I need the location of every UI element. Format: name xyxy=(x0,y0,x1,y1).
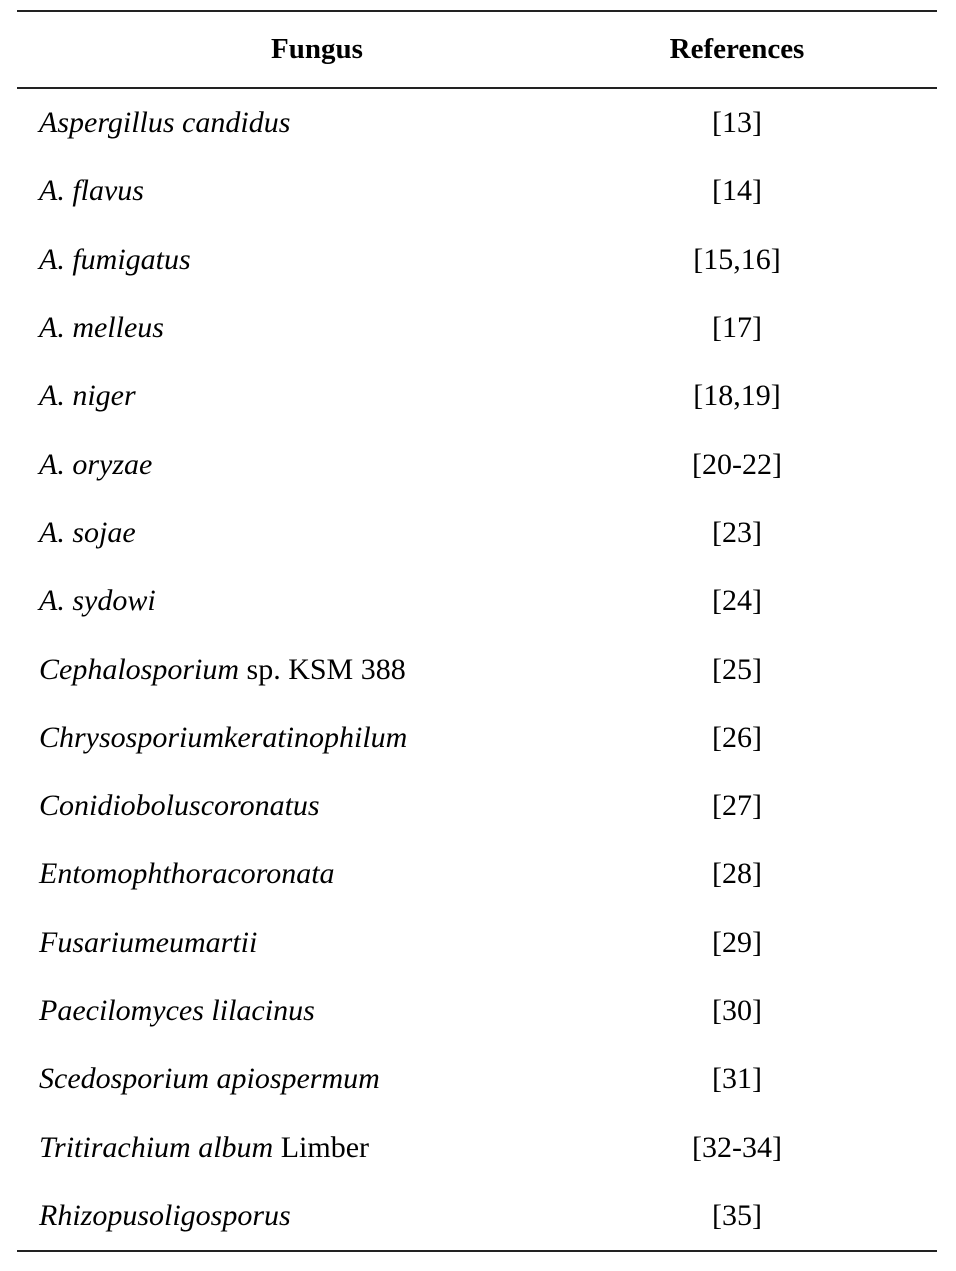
fungus-name-italic: A. melleus xyxy=(39,311,164,345)
fungus-name-cell xyxy=(17,311,617,345)
table-row xyxy=(17,226,937,294)
reference-cell: [31] xyxy=(712,1062,762,1096)
fungus-name-suffix: sp. KSM 388 xyxy=(239,652,406,686)
fungus-name-italic: A. flavus xyxy=(39,174,144,208)
table-header xyxy=(17,12,937,87)
table-row xyxy=(17,294,937,362)
header-references: References xyxy=(669,33,805,65)
fungus-name-cell xyxy=(17,174,617,208)
reference-cell: [13] xyxy=(712,106,762,140)
fungus-name-cell xyxy=(17,448,617,482)
fungus-name-italic: Fusariumeumartii xyxy=(39,925,258,959)
table-row xyxy=(17,704,937,772)
fungus-name-cell xyxy=(17,584,617,618)
table-row xyxy=(17,840,937,908)
table-row xyxy=(17,499,937,567)
fungus-name-italic: Paecilomyces lilacinus xyxy=(39,994,315,1027)
fungus-name-italic: Rhizopusoligosporus xyxy=(39,1198,291,1232)
reference-cell: [30] xyxy=(712,994,762,1027)
reference-cell: [28] xyxy=(712,857,762,891)
reference-cell: [14] xyxy=(712,174,762,208)
fungus-name-italic: Scedosporium apiospermum xyxy=(39,1062,380,1096)
reference-cell: [18,19] xyxy=(693,379,781,413)
reference-cell: [17] xyxy=(712,311,762,345)
table-row xyxy=(17,1113,937,1181)
fungus-name-cell xyxy=(17,379,617,413)
fungus-name-cell xyxy=(17,1062,617,1096)
table-body xyxy=(17,89,937,1250)
table-row xyxy=(17,430,937,498)
header-fungus: Fungus xyxy=(271,33,363,65)
reference-cell: [20-22] xyxy=(692,447,782,481)
fungus-name-italic: A. niger xyxy=(39,379,136,413)
table-row xyxy=(17,977,937,1045)
fungus-name-cell xyxy=(17,994,617,1028)
fungus-name-cell xyxy=(17,721,617,755)
fungus-name-cell xyxy=(17,857,617,891)
fungus-name-italic: Tritirachium album xyxy=(39,1130,274,1164)
fungus-name-italic: Conidioboluscoronatus xyxy=(39,789,320,823)
fungus-name-cell xyxy=(17,789,617,823)
table-row xyxy=(17,1182,937,1250)
reference-cell: [24] xyxy=(712,584,762,618)
reference-cell: [15,16] xyxy=(693,242,781,276)
reference-cell: [35] xyxy=(712,1198,762,1232)
table-row xyxy=(17,157,937,225)
fungus-name-italic: A. oryzae xyxy=(39,447,153,481)
reference-cell: [26] xyxy=(712,720,762,754)
reference-cell: [23] xyxy=(712,515,762,549)
table-row xyxy=(17,89,937,157)
fungus-name-italic: Entomophthoracoronata xyxy=(39,857,335,891)
table-row xyxy=(17,567,937,635)
fungus-name-cell xyxy=(17,516,617,550)
table-row xyxy=(17,772,937,840)
fungus-name-italic: Cephalosporium xyxy=(39,652,240,686)
reference-cell: [32-34] xyxy=(692,1130,782,1164)
fungus-name-cell xyxy=(17,1131,617,1165)
reference-cell: [25] xyxy=(712,652,762,686)
reference-cell: [29] xyxy=(712,925,762,959)
fungus-name-cell xyxy=(17,106,617,140)
fungus-name-suffix: Limber xyxy=(273,1130,370,1164)
fungus-name-cell xyxy=(17,926,617,960)
table-row xyxy=(17,1045,937,1113)
fungus-name-cell xyxy=(17,243,617,277)
fungus-name-italic: A. sydowi xyxy=(39,584,156,618)
fungus-name-cell xyxy=(17,653,617,687)
fungus-name-italic: Aspergillus candidus xyxy=(39,106,291,140)
fungus-references-table xyxy=(17,10,937,1252)
table-row xyxy=(17,909,937,977)
table-row xyxy=(17,362,937,430)
fungus-name-italic: A. fumigatus xyxy=(39,242,191,276)
table-row xyxy=(17,635,937,703)
bottom-rule xyxy=(17,1250,937,1252)
fungus-name-italic: Chrysosporiumkeratinophilum xyxy=(39,720,408,754)
reference-cell: [27] xyxy=(712,789,762,823)
fungus-name-cell xyxy=(17,1199,617,1233)
fungus-name-italic: A. sojae xyxy=(39,515,136,549)
